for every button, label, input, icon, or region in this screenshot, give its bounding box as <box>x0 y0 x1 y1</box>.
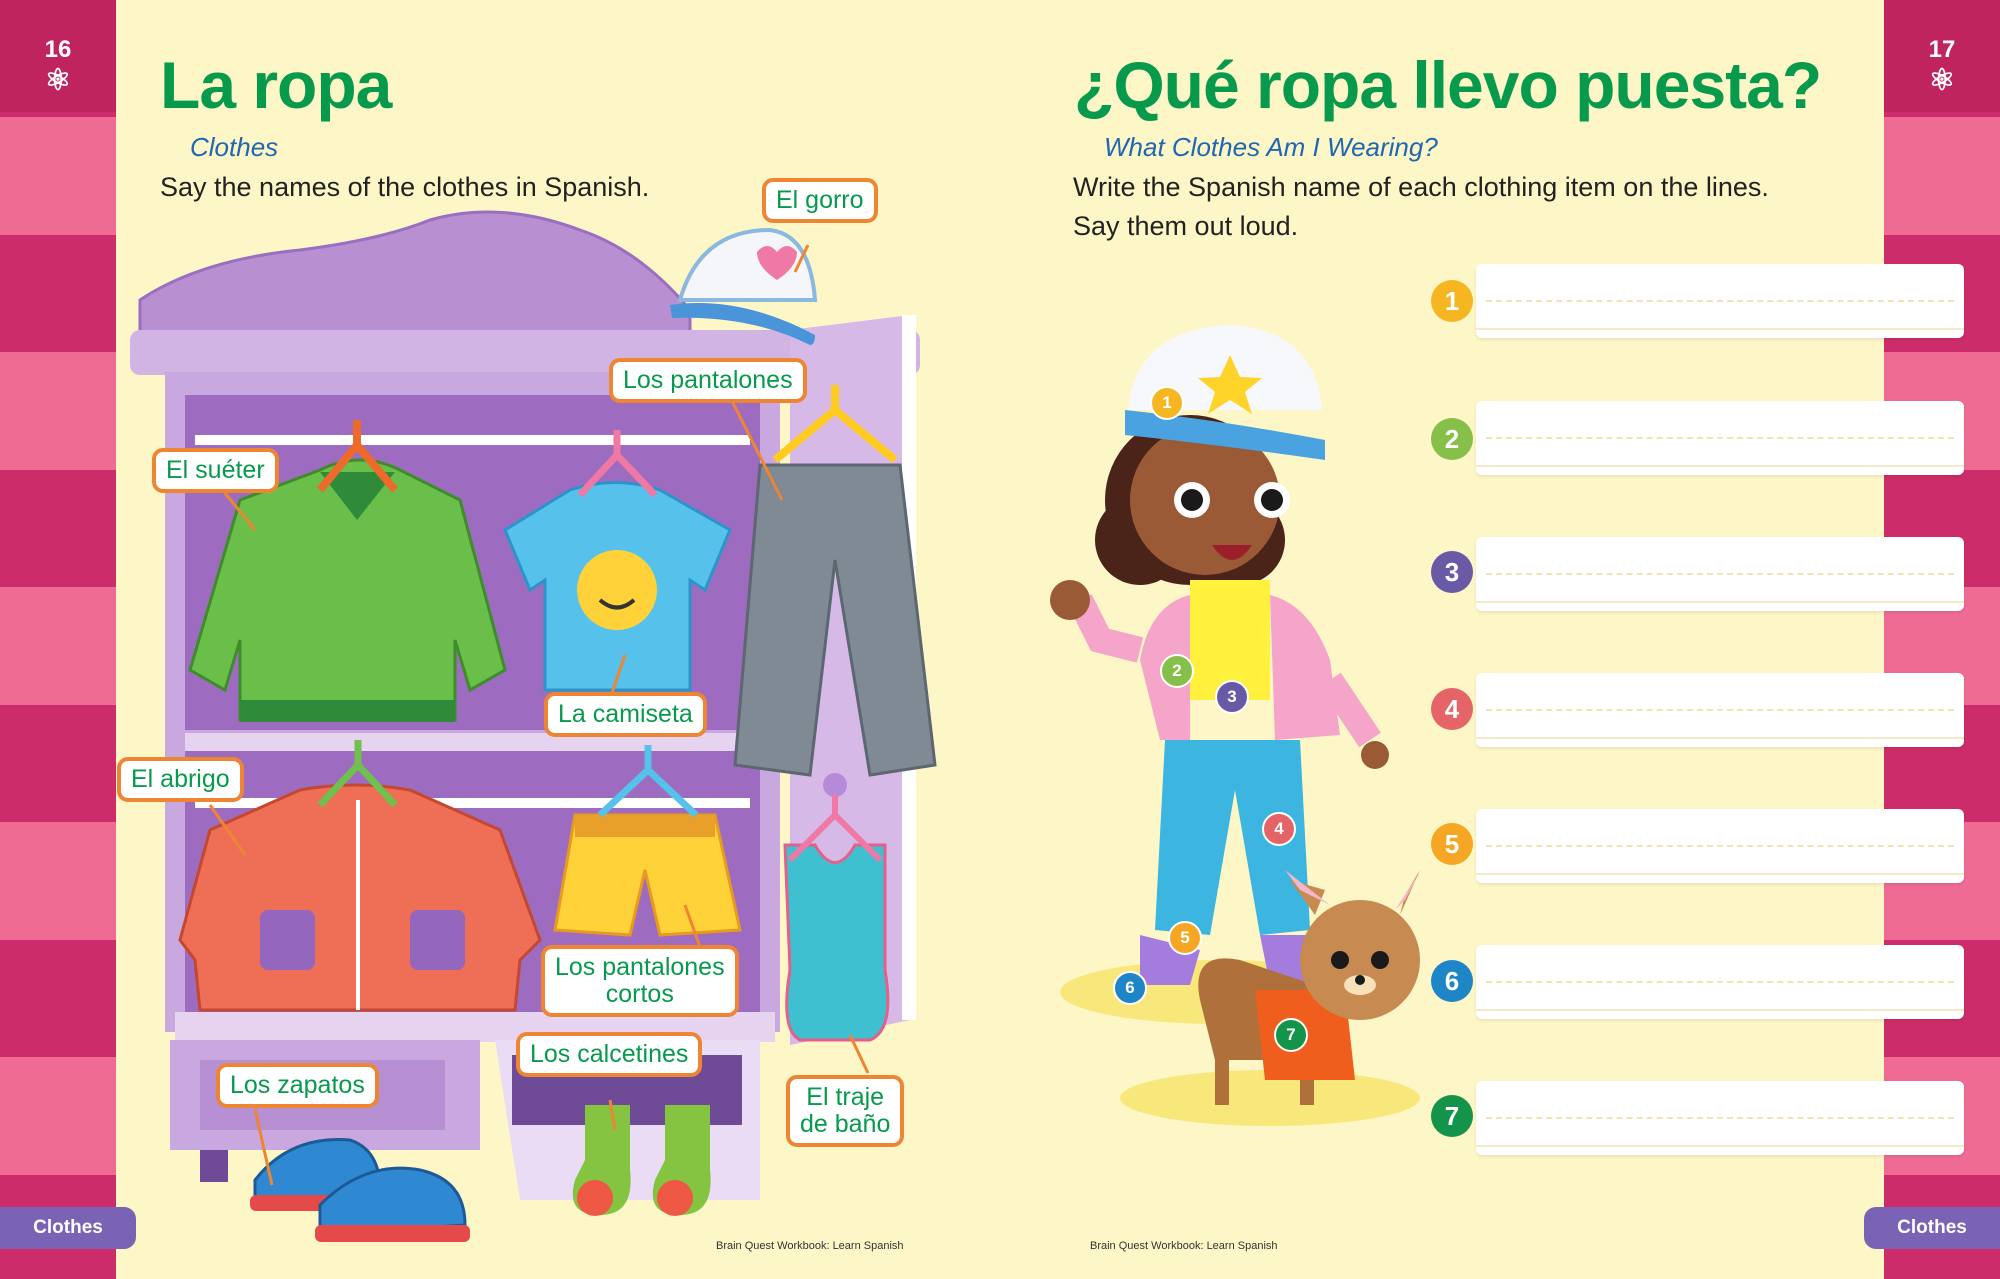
page-title-right: ¿Qué ropa llevo puesta? <box>1074 48 1822 122</box>
answer-number-2: 2 <box>1431 418 1473 460</box>
footer-left: Brain Quest Workbook: Learn Spanish <box>716 1240 904 1252</box>
marker-1: 1 <box>1150 386 1184 420</box>
answer-number-1: 1 <box>1431 280 1473 322</box>
cap-illustration <box>670 230 815 345</box>
label-los-calcetines: Los calcetines <box>516 1032 702 1077</box>
label-el-traje-de-bano <box>786 1075 904 1147</box>
answer-number-6: 6 <box>1431 960 1473 1002</box>
footer-right: Brain Quest Workbook: Learn Spanish <box>1090 1240 1278 1252</box>
answer-line-6[interactable] <box>1476 945 1964 1019</box>
page-subtitle-left: Clothes <box>190 132 279 162</box>
page-subtitle-right: What Clothes Am I Wearing? <box>1104 132 1438 162</box>
section-tab-right: Clothes <box>1864 1207 2000 1249</box>
atom-icon: ⚛ <box>1928 64 1956 97</box>
label-los-zapatos: Los zapatos <box>216 1063 379 1108</box>
label-line-1: El traje <box>806 1083 885 1111</box>
answer-number-3: 3 <box>1431 551 1473 593</box>
dog-illustration <box>1198 870 1420 1105</box>
instruction-line-2: Say them out loud. <box>1073 211 1299 241</box>
instruction-right <box>1073 168 1769 246</box>
page-number-text: 17 <box>1928 36 1956 63</box>
shoes-illustration <box>250 1140 470 1243</box>
label-el-abrigo: El abrigo <box>117 757 244 802</box>
answer-number-7: 7 <box>1431 1095 1473 1137</box>
answer-line-2[interactable] <box>1476 401 1964 475</box>
marker-5: 5 <box>1168 921 1202 955</box>
marker-2: 2 <box>1160 654 1194 688</box>
label-la-camiseta: La camiseta <box>544 692 707 737</box>
section-tab-left: Clothes <box>0 1207 136 1249</box>
answer-number-4: 4 <box>1431 688 1473 730</box>
answer-number-5: 5 <box>1431 823 1473 865</box>
marker-3: 3 <box>1215 680 1249 714</box>
page-title-left: La ropa <box>160 48 392 122</box>
answer-line-1[interactable] <box>1476 264 1964 338</box>
label-el-sueter: El suéter <box>152 448 279 493</box>
label-line-2: de baño <box>800 1110 891 1138</box>
label-line-2: cortos <box>605 980 674 1008</box>
answer-line-3[interactable] <box>1476 537 1964 611</box>
page-number-text: 16 <box>44 36 72 63</box>
marker-7: 7 <box>1274 1018 1308 1052</box>
marker-6: 6 <box>1113 971 1147 1005</box>
marker-4: 4 <box>1262 812 1296 846</box>
label-los-pantalones-cortos <box>541 945 739 1017</box>
label-los-pantalones: Los pantalones <box>609 358 807 403</box>
answer-line-7[interactable] <box>1476 1081 1964 1155</box>
answer-line-4[interactable] <box>1476 673 1964 747</box>
label-el-gorro: El gorro <box>762 178 878 223</box>
instruction-line-1: Write the Spanish name of each clothing item on the lines. <box>1073 172 1769 202</box>
atom-icon: ⚛ <box>44 64 72 97</box>
instruction-left: Say the names of the clothes in Spanish. <box>160 172 650 202</box>
answer-line-5[interactable] <box>1476 809 1964 883</box>
label-line-1: Los pantalones <box>555 953 725 981</box>
